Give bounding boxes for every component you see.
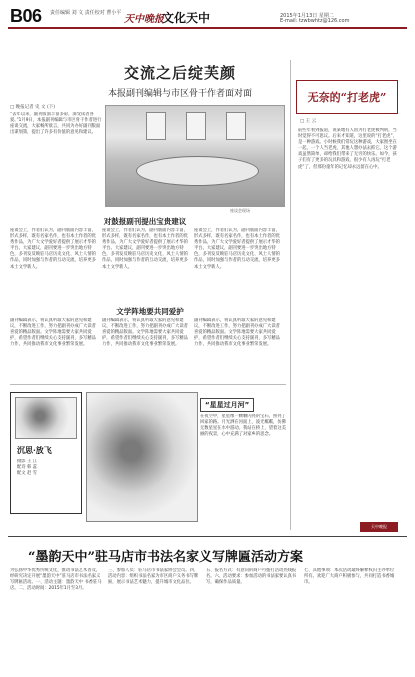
banner-column: 七、其他事项：本次活动最终解释权归主办单位所有。欢迎广大商户积极参与，共同打造书香城市。 <box>304 568 395 586</box>
banner-title: “墨韵天中”驻马店市书法名家义写牌匾活动方案 <box>28 550 303 565</box>
subsection-title: 对鼓报副刊提出宝贵建议 <box>103 217 187 226</box>
body-column: 副刊编辑表示，将认真听取大家的意见和建议，不断改进工作，努力把副刊办成广大读者喜爱的精品版面。文学阵地需要大家共同爱护，希望作者们继续关心支持副刊，多写精品力作，共同推动我市文化事业繁荣发展。 <box>10 318 96 348</box>
lead-headline: 交流之后绽芙颜 <box>123 64 236 82</box>
lead-byline: □ 晚报记者 史 文 (下) <box>10 105 55 110</box>
subsection-title: 文学阵地要共同爱护 <box>116 307 184 316</box>
photo-window <box>146 112 166 140</box>
poem-title: “星星过月河” <box>200 398 254 412</box>
inset-photo <box>15 397 77 439</box>
body-column: 副刊编辑表示，将认真听取大家的意见和建议，不断改进工作，努力把副刊办成广大读者喜爱的精品版面。文学阵地需要大家共同爱护，希望作者们继续关心支持副刊，多写精品力作，共同推动我市文化事业繁荣发展。 <box>102 318 188 348</box>
lead-subheadline: 本报副刊编辑与市区骨干作者面对面 <box>107 89 252 99</box>
right-title-box <box>296 80 398 114</box>
banner-rule <box>8 536 407 537</box>
photo-window <box>186 112 206 140</box>
inset-credits: 摄影 王 江 配诗 韩 蕊 配文 赵 雪 <box>17 459 37 477</box>
section-divider <box>10 384 286 385</box>
editor-credits: 责任编辑 刘 文 责任校对 曹小平 <box>50 10 122 16</box>
right-column-byline: □ 王 云 <box>300 119 317 124</box>
photo-table <box>136 156 259 186</box>
banner-column: 三、参加人员：驻马店市书法家协会会员。四、活动内容：组织书法名家为市区商户义务书写牌匾，展示书法艺术魅力，提升城市文化品位。 <box>108 568 199 586</box>
inset-box <box>10 392 82 514</box>
ink-painting <box>86 392 198 522</box>
footer-logo: 天中晚报 <box>360 522 398 532</box>
body-column: 座谈会上，作者们认为，副刊版面内容丰富，形式多样，既有名家名作，也有本土作者的优秀作品，为广大文学爱好者提供了展示才华的平台。大家建议，副刊要进一步突出地方特色，多刊发反映驻马店历史文化、风土人情的作品，同时加强与作者的互动交流，培养更多本土文学新人。 <box>102 228 188 270</box>
section-title: 文化天中 <box>162 11 211 25</box>
inset-title: 沉思·放飞 <box>17 445 52 455</box>
body-column: 座谈会上，作者们认为，副刊版面内容丰富，形式多样，既有名家名作，也有本土作者的优秀作品，为广大文学爱好者提供了展示才华的平台。大家建议，副刊要进一步突出地方特色，多刊发反映驻马店历史文化、风土人情的作品，同时加强与作者的互动交流，培养更多本土文学新人。 <box>10 228 96 270</box>
banner-column: 五、报名方式：有意向的商户可拨打活动热线报名。六、活动要求：参加活动的书法家要认真书写，确保作品质量。 <box>206 568 297 586</box>
right-column-body: 前些年看到报道，说某地有人因为打老虎被判刑，当时觉得不可思议。后来才知道，这里说的“打老虎”，是一种游戏。小时候我们常玩这种游戏，大家围坐在一起，一个人当老虎，其他人想办法去抓它。这个游戏虽然简单，却给我们带来了无穷的快乐。如今，孩子们有了更多的玩具和游戏，很少有人再玩“打老虎”了，但那份童年的记忆却永远留在心中。 <box>298 128 397 170</box>
meeting-photo <box>105 105 285 207</box>
lead-intro: “去年以来，副刊版面丰富多彩，深受读者喜爱。”1月9日，本报副刊编辑与市区骨干作者进行座谈交流，大家畅所欲言，共同为办好副刊版面出谋划策，提出了许多有价值的意见和建议。 <box>10 112 102 136</box>
contact-email: E-mail: tzwbwhtz@126.com <box>280 18 350 24</box>
page-number: B06 <box>10 6 42 26</box>
body-column: 座谈会上，作者们认为，副刊版面内容丰富，形式多样，既有名家名作，也有本土作者的优秀作品，为广大文学爱好者提供了展示才华的平台。大家建议，副刊要进一步突出地方特色，多刊发反映驻马店历史文化、风土人情的作品，同时加强与作者的互动交流，培养更多本土文学新人。 <box>194 228 280 270</box>
newspaper-brand: 天中晚报 <box>124 14 164 25</box>
photo-window <box>226 112 246 140</box>
photo-caption: 座谈会现场 <box>230 208 250 213</box>
column-divider <box>290 60 291 530</box>
banner-column: 为弘扬中华优秀传统文化，推动书法艺术普及，经研究决定开展“墨韵天中”驻马店市书法名家义写牌匾活动。一、活动主题：墨韵天中 书香驻马店。二、活动时间：2015年1月至3月。 <box>10 568 102 592</box>
issue-date: 2015年1月13日 星期二 <box>280 13 334 19</box>
header-rule <box>8 27 407 29</box>
right-column-title: 无奈的“打老虎” <box>307 91 387 104</box>
poem-body: 在夜空中，星星像一颗颗闪亮的宝石，照亮了回家的路。月光洒在河面上，波光粼粼，仿佛无数星星在水中游动。我站在桥上，望着这美丽的夜景，心中充满了对家乡的思念。 <box>200 414 286 438</box>
body-column: 副刊编辑表示，将认真听取大家的意见和建议，不断改进工作，努力把副刊办成广大读者喜爱的精品版面。文学阵地需要大家共同爱护，希望作者们继续关心支持副刊，多写精品力作，共同推动我市文化事业繁荣发展。 <box>194 318 280 348</box>
